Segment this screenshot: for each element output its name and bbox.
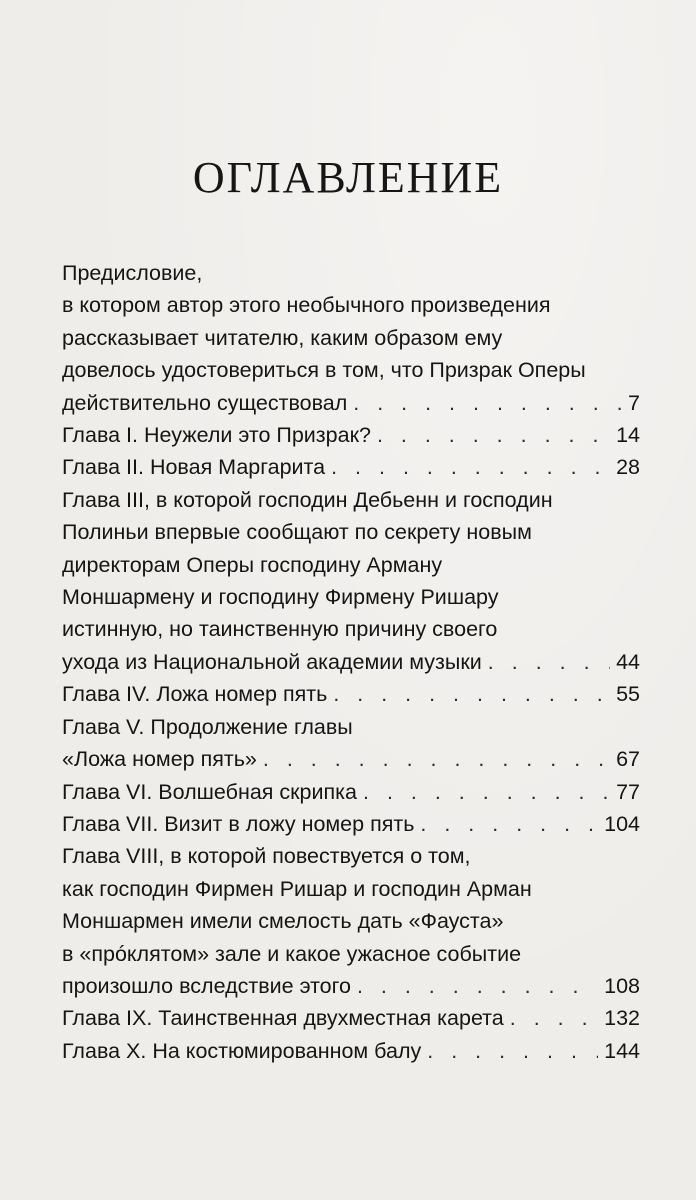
dot-leader (333, 678, 610, 710)
toc-entry-chapter-6 (62, 776, 640, 808)
toc-entry-text: Глава II. Новая Маргарита (62, 455, 326, 480)
toc-entry-text: как господин Фирмен Ришар и господин Арман (62, 876, 532, 901)
toc-entry-text: Моншармен имели смелость дать «Фауста» (62, 909, 504, 934)
toc-line (62, 289, 640, 321)
toc-line (62, 581, 640, 613)
toc-entry-chapter-4 (62, 678, 640, 710)
toc-entry-preface (62, 257, 640, 419)
toc-entry-text: довелось удостовериться в том, что Призрак Оперы (62, 358, 586, 383)
toc-line (62, 484, 640, 516)
toc-entry-text: в «прóклятом» зале и какое ужасное событие (62, 941, 522, 966)
toc-entry-chapter-1 (62, 419, 640, 451)
dot-leader (263, 743, 610, 775)
toc-line-last (62, 776, 640, 808)
toc-line-last (62, 808, 640, 840)
toc-page-number: 55 (616, 682, 640, 707)
dot-leader (363, 776, 610, 808)
toc-entry-text: Глава VII. Визит в ложу номер пять (62, 811, 415, 836)
toc-entry-chapter-9 (62, 1002, 640, 1034)
table-of-contents (62, 257, 640, 1067)
dot-leader (488, 646, 610, 678)
toc-line-last (62, 678, 640, 710)
dot-leader (510, 1002, 598, 1034)
toc-entry-text: Глава IX. Таинственная двухместная карета (62, 1006, 504, 1031)
toc-entry-text: Глава III, в которой господин Дебьенн и господин (62, 487, 553, 512)
dot-leader (420, 808, 598, 840)
toc-entry-text: Глава I. Неужели это Призрак? (62, 423, 371, 448)
page-title: ОГЛАВЛЕНИЕ (192, 153, 504, 202)
toc-entry-text: истинную, но таинственную причину своего (62, 617, 498, 642)
toc-entry-chapter-5 (62, 711, 640, 776)
toc-page-number: 144 (604, 1038, 640, 1063)
toc-entry-text: Глава IV. Ложа номер пять (62, 682, 328, 707)
toc-entry-text: Глава VI. Волшебная скрипка (62, 779, 358, 804)
toc-entry-text: в котором автор этого необычного произведения (62, 293, 551, 318)
toc-line (62, 516, 640, 548)
toc-line (62, 613, 640, 645)
toc-entry-chapter-3 (62, 484, 640, 678)
toc-line (62, 905, 640, 937)
toc-line (62, 549, 640, 581)
toc-line-last (62, 1002, 640, 1034)
dot-leader (357, 970, 598, 1002)
toc-line-last (62, 387, 640, 419)
toc-entry-chapter-2 (62, 451, 640, 483)
toc-entry-text: произошло вследствие этого (62, 973, 351, 998)
toc-line (62, 711, 640, 743)
toc-line-last (62, 646, 640, 678)
toc-line-last (62, 970, 640, 1002)
toc-entry-text: рассказывает читателю, каким образом ему (62, 325, 503, 350)
toc-line (62, 873, 640, 905)
toc-entry-text: Предисловие, (62, 261, 203, 285)
toc-line-last (62, 1035, 640, 1067)
toc-page-number: 7 (628, 390, 640, 415)
toc-line (62, 840, 640, 872)
toc-page-number: 104 (604, 811, 640, 836)
toc-line-last (62, 743, 640, 775)
toc-entry-chapter-8 (62, 840, 640, 1002)
toc-page-number: 28 (616, 455, 640, 480)
toc-entry-text: Глава X. На костюмированном балу (62, 1038, 422, 1063)
toc-entry-text: действительно существовал (62, 390, 348, 415)
toc-page-number: 67 (616, 747, 640, 772)
toc-entry-text: Глава V. Продолжение главы (62, 714, 353, 739)
toc-page-number: 44 (616, 649, 640, 674)
toc-entry-text: Моншармену и господину Фирмену Ришару (62, 585, 499, 610)
toc-entry-text: Глава VIII, в которой повествуется о том, (62, 844, 471, 869)
toc-line (62, 322, 640, 354)
toc-entry-text: директорам Оперы господину Арману (62, 552, 443, 577)
toc-entry-chapter-7 (62, 808, 640, 840)
toc-entry-chapter-10 (62, 1035, 640, 1067)
dot-leader (353, 387, 622, 419)
toc-line (62, 938, 640, 970)
toc-page-number: 77 (616, 779, 640, 804)
dot-leader (377, 419, 610, 451)
toc-line-last (62, 451, 640, 483)
toc-page-number: 132 (604, 1006, 640, 1031)
toc-entry-text: Полиньи впервые сообщают по секрету новым (62, 520, 532, 545)
toc-line-last (62, 419, 640, 451)
dot-leader (331, 451, 610, 483)
toc-page-number: 108 (604, 973, 640, 998)
toc-line (62, 354, 640, 386)
toc-line (62, 257, 640, 289)
dot-leader (427, 1035, 598, 1067)
toc-entry-text: «Ложа номер пять» (62, 747, 257, 772)
toc-page-number: 14 (616, 423, 640, 448)
toc-entry-text: ухода из Национальной академии музыки (62, 649, 482, 674)
